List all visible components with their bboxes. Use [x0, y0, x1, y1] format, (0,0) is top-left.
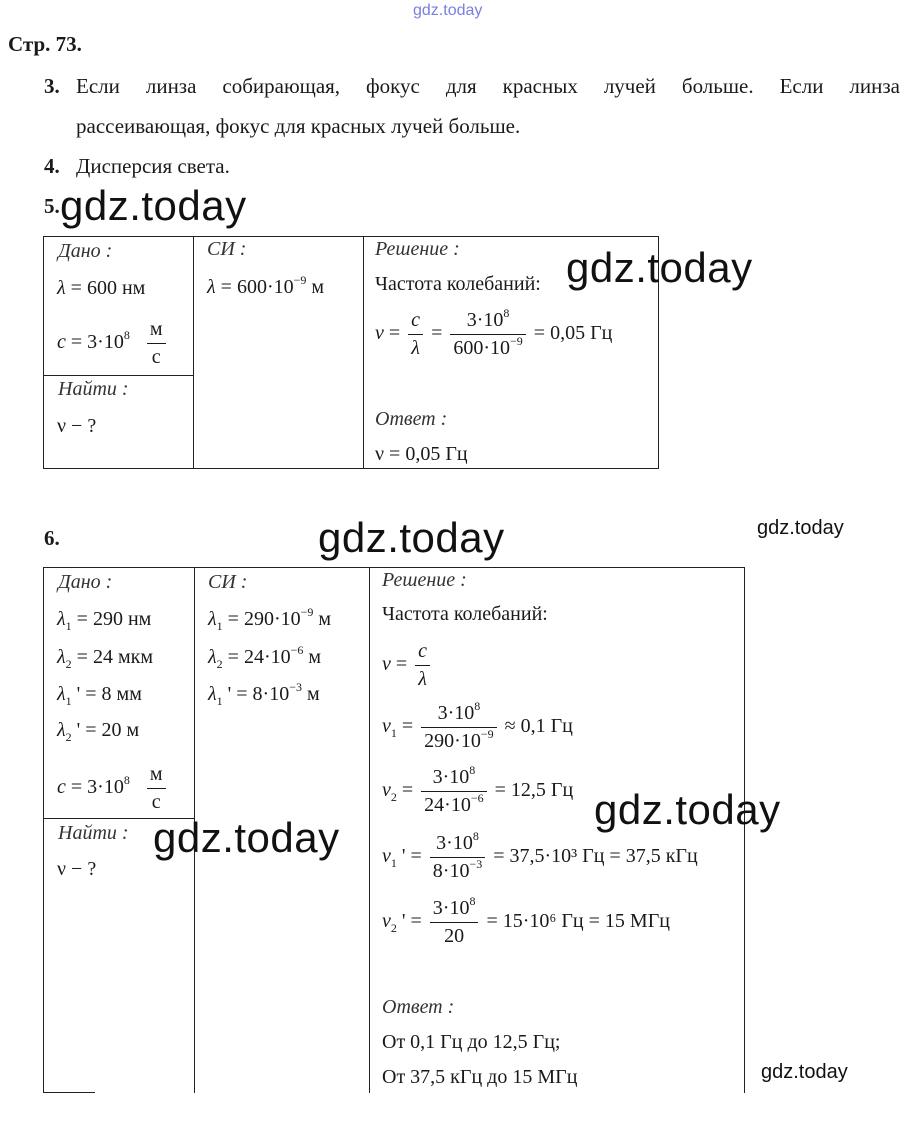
watermark-3: gdz.today: [318, 514, 505, 561]
p5-formula: ν = $\frac{c}{\lambda}$ = $\frac{3\cdot 10^8}{600\cdot 10^{-9}}$ = 0,05 Гц: [375, 306, 613, 359]
p6-formula-nu1p: $\nu_1$ ' = $\frac{3\cdot 10^8}{8\cdot 10^{-3}}$ = 37,5·10³ Гц = 37,5 кГц: [382, 829, 698, 882]
p6-given-l1: $\lambda_1 = 290$ нм: [57, 608, 152, 633]
p5-given-c: $c = 3\cdot 10^8$ $\frac{м}{с}$: [57, 318, 169, 369]
p6-given-l1p: $\lambda_1$ ' = 8 мм: [57, 683, 142, 708]
p6-si-l1: $\lambda_1 = 290\cdot 10^{-9}$ м: [208, 605, 332, 633]
p6-given-c: $c = 3\cdot 10^8$ $\frac{м}{с}$: [57, 763, 169, 814]
p5-si-header: СИ :: [207, 238, 247, 260]
p6-answer-line2: От 37,5 кГц до 15 МГц: [382, 1066, 578, 1088]
p6-formula-nu2: $\nu_2$ = $\frac{3\cdot 10^8}{24\cdot 10^{-6}}$ = 12,5 Гц: [382, 763, 574, 816]
p6-given-l2: $\lambda_2 = 24$ мкм: [57, 646, 153, 671]
p6-given-l2p: $\lambda_2$ ' = 20 м: [57, 719, 140, 744]
p6-si-header: СИ :: [208, 571, 248, 593]
p5-solution-title: Частота колебаний:: [375, 273, 541, 295]
p5-find-header: Найти :: [58, 378, 129, 400]
page-header: Стр. 73.: [8, 32, 82, 56]
p6-solution-title: Частота колебаний:: [382, 603, 548, 625]
p5-given-lambda: λ = 600 нм: [57, 277, 146, 299]
p6-formula-general: ν = $\frac{c}{\lambda}$: [382, 640, 433, 691]
p6-si-l2: $\lambda_2 = 24\cdot 10^{-6}$ м: [208, 643, 322, 671]
watermark-small-1: gdz.today: [757, 517, 844, 539]
watermark-5: gdz.today: [153, 814, 340, 861]
item3-number: 3.: [44, 74, 60, 98]
p6-answer-header: Ответ :: [382, 996, 455, 1018]
p5-answer: ν = 0,05 Гц: [375, 443, 468, 465]
p6-formula-nu1: $\nu_1$ = $\frac{3\cdot 10^8}{290\cdot 10^{-9}}$ ≈ 0,1 Гц: [382, 699, 573, 752]
p6-find-nu: ν − ?: [57, 858, 97, 880]
p6-formula-nu2p: $\nu_2$ ' = $\frac{3\cdot 10^8}{20}$ = 15·10⁶ Гц = 15 МГц: [382, 894, 670, 947]
p5-solution-header: Решение :: [375, 238, 460, 260]
item6-number: 6.: [44, 526, 60, 550]
item4-text: Дисперсия света.: [76, 154, 230, 178]
p5-given-header: Дано :: [58, 240, 113, 262]
item3-line2: рассеивающая, фокус для красных лучей больше.: [76, 114, 521, 138]
item3-line1: Если линза собирающая, фокус для красных лучей больше. Если линза: [76, 74, 900, 98]
p6-given-header: Дано :: [58, 571, 113, 593]
watermark-top: gdz.today: [413, 2, 483, 19]
item5-number: 5.: [44, 194, 60, 218]
p6-answer-line1: От 0,1 Гц до 12,5 Гц;: [382, 1031, 561, 1053]
watermark-4: gdz.today: [594, 786, 781, 833]
p6-solution-header: Решение :: [382, 569, 467, 591]
p5-si-lambda: $\lambda = 600\cdot 10^{-9}$ м: [207, 273, 325, 298]
watermark-2: gdz.today: [566, 244, 753, 291]
p6-find-header: Найти :: [58, 822, 129, 844]
item4-number: 4.: [44, 154, 60, 178]
p5-find-nu: ν − ?: [57, 415, 97, 437]
watermark-small-2: gdz.today: [761, 1061, 848, 1083]
watermark-1: gdz.today: [60, 182, 247, 229]
p6-si-l1p: $\lambda_1$ ' = $8\cdot 10^{-3}$ м: [208, 680, 320, 708]
p5-answer-header: Ответ :: [375, 408, 448, 430]
